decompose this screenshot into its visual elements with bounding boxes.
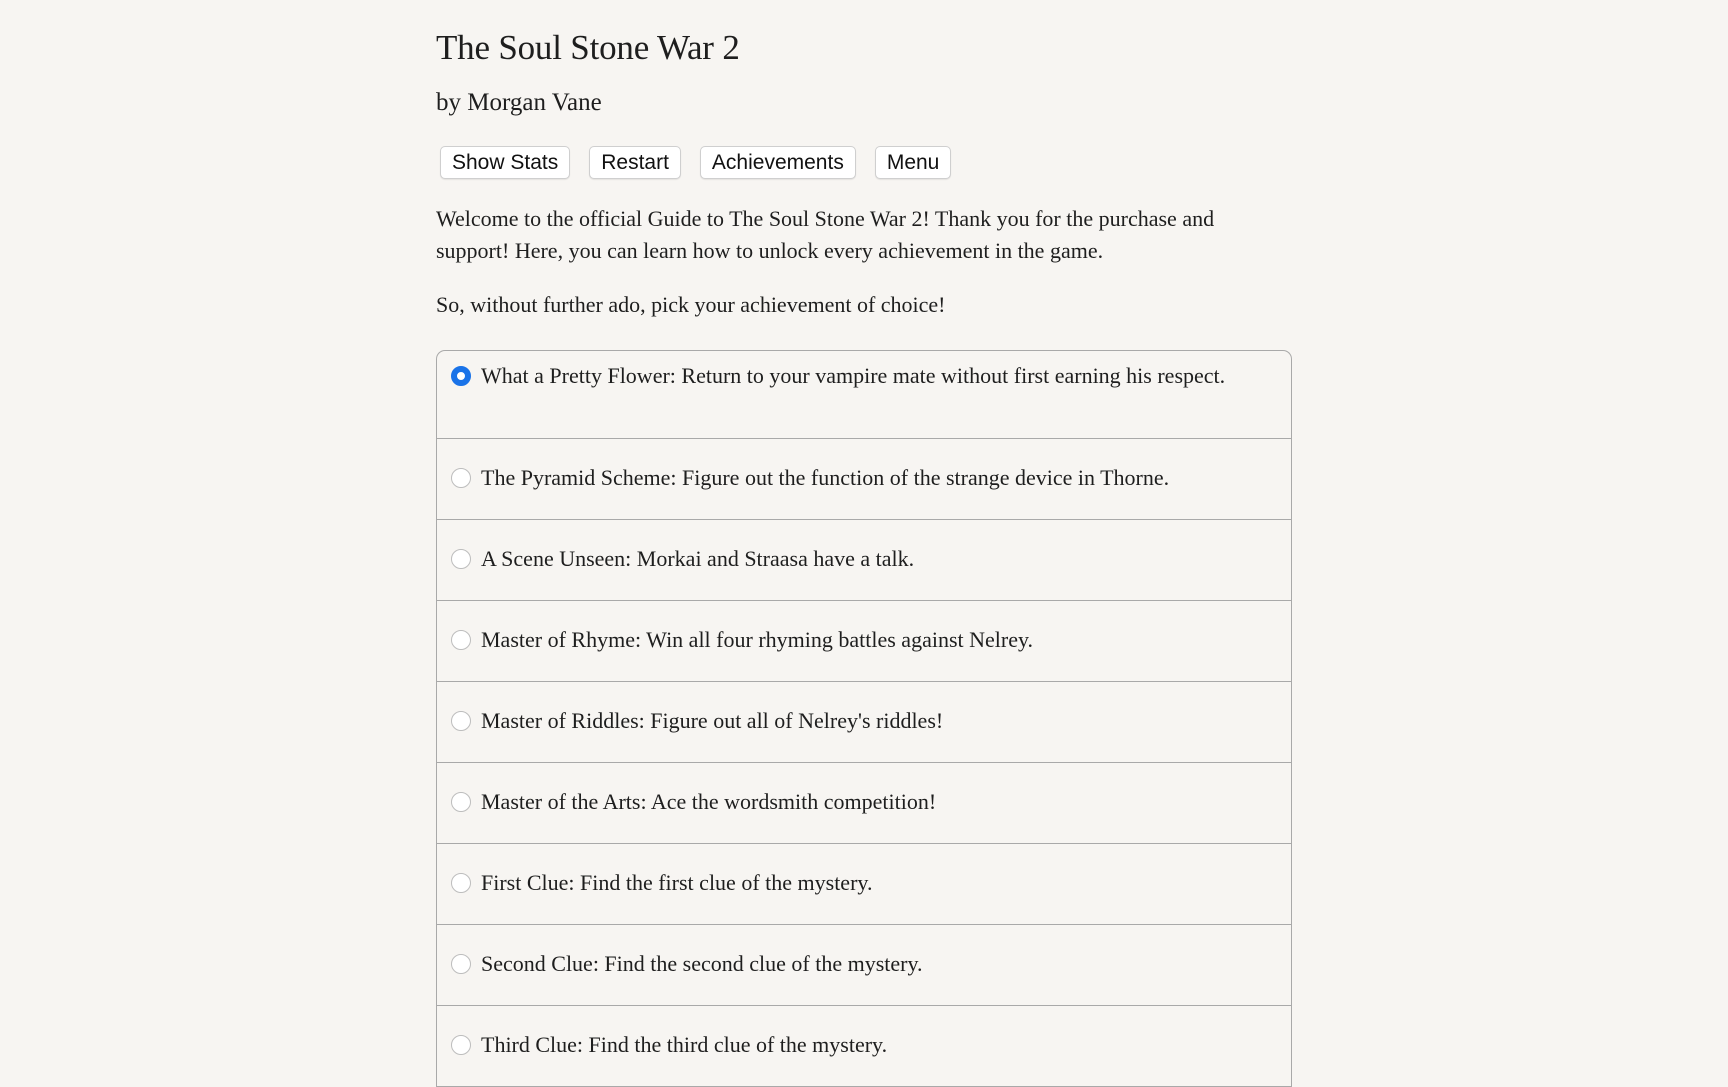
choice-label: The Pyramid Scheme: Figure out the function of the strange device in Thorne. bbox=[481, 465, 1170, 490]
choice-option[interactable] bbox=[437, 844, 1291, 925]
achievements-button[interactable]: Achievements bbox=[700, 146, 856, 179]
radio-unchecked-icon[interactable] bbox=[451, 1035, 471, 1055]
choice-label: First Clue: Find the first clue of the mystery. bbox=[481, 870, 873, 895]
choice-option[interactable] bbox=[437, 601, 1291, 682]
restart-button[interactable]: Restart bbox=[589, 146, 681, 179]
author-byline: by Morgan Vane bbox=[436, 89, 602, 116]
radio-checked-icon[interactable] bbox=[451, 366, 471, 386]
radio-unchecked-icon[interactable] bbox=[451, 792, 471, 812]
radio-unchecked-icon[interactable] bbox=[451, 711, 471, 731]
radio-unchecked-icon[interactable] bbox=[451, 549, 471, 569]
choice-option[interactable] bbox=[437, 763, 1291, 844]
intro-paragraph: Welcome to the official Guide to The Soul Stone War 2! Thank you for the purchase and support! Here, you can learn how to unlock every achievement in the game. bbox=[436, 206, 1215, 263]
choice-label: Master of Rhyme: Win all four rhyming battles against Nelrey. bbox=[481, 627, 1034, 652]
toolbar bbox=[440, 146, 970, 179]
radio-unchecked-icon[interactable] bbox=[451, 954, 471, 974]
choice-label: A Scene Unseen: Morkai and Straasa have a talk. bbox=[481, 546, 915, 571]
show-stats-button[interactable]: Show Stats bbox=[440, 146, 570, 179]
choice-label: Second Clue: Find the second clue of the mystery. bbox=[481, 951, 923, 976]
choice-option[interactable] bbox=[437, 520, 1291, 601]
radio-unchecked-icon[interactable] bbox=[451, 630, 471, 650]
radio-unchecked-icon[interactable] bbox=[451, 873, 471, 893]
achievement-choice-list bbox=[436, 350, 1292, 1087]
page-title: The Soul Stone War 2 bbox=[436, 28, 740, 67]
menu-button[interactable]: Menu bbox=[875, 146, 952, 179]
choice-option[interactable] bbox=[437, 682, 1291, 763]
choice-option[interactable] bbox=[437, 1006, 1291, 1087]
choice-option[interactable] bbox=[437, 351, 1291, 439]
choice-option[interactable] bbox=[437, 439, 1291, 520]
choice-label: Master of Riddles: Figure out all of Nelrey's riddles! bbox=[481, 708, 944, 733]
choice-label: Third Clue: Find the third clue of the mystery. bbox=[481, 1032, 888, 1057]
choice-option[interactable] bbox=[437, 925, 1291, 1006]
radio-unchecked-icon[interactable] bbox=[451, 468, 471, 488]
choice-label: What a Pretty Flower: Return to your vampire mate without first earning his respect. bbox=[481, 363, 1226, 388]
instruction-paragraph: So, without further ado, pick your achievement of choice! bbox=[436, 292, 946, 317]
choice-label: Master of the Arts: Ace the wordsmith competition! bbox=[481, 789, 937, 814]
